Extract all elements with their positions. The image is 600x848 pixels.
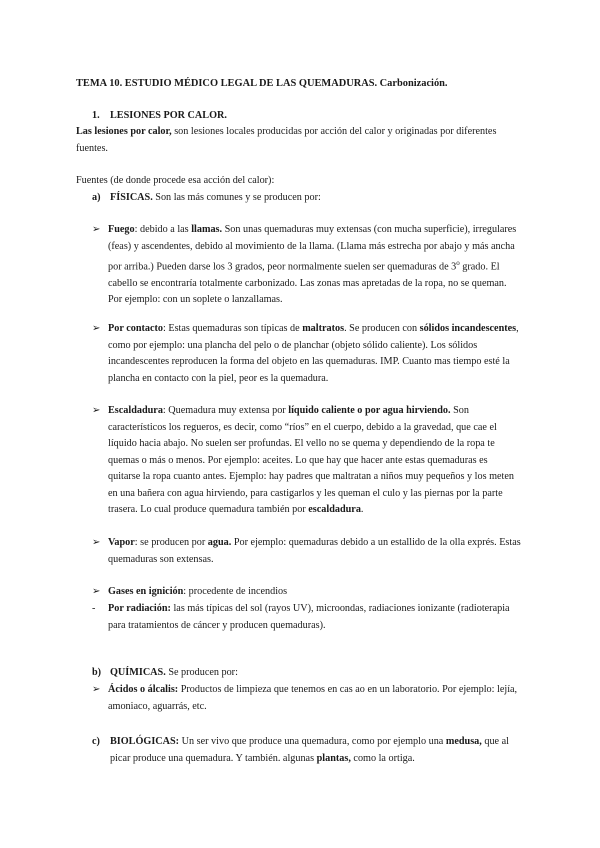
list-item-text [108,535,522,568]
intro-bold: Las lesiones por calor, [76,126,172,137]
text-run: Son característicos los regueros, es decir, como “ríos” en el cuerpo, debido a la gravedad, que cae el líquido hacia abajo. No suelen ser profundas. El vello no se quema y dependiendo de la ropa te quemas o más o menos. Por ejemplo: aceites. Lo que hay que hacer ante estas quemaduras es quitarse la ropa cuanto antes. Ejemplo: hay padres que maltratan a niños muy pequeños y los meten en una bañera con agua hirviendo, para castigarlos y les queman el culo y las piernas por la parte trasera. Lo cual produce quemadura también por [108,405,514,515]
list-item-text [108,601,522,634]
term-bold: Escaldadura [108,405,163,416]
arrow-bullet-icon: ➢ [92,224,101,235]
term-bold: agua. [207,537,232,548]
text-run: como la ortiga. [350,752,415,764]
text-run: . [360,504,364,515]
term-bold: líquido caliente o por agua hirviendo. [288,405,451,416]
text-run: las más típicas del sol (rayos UV), microondas, radiaciones ionizante (radioterapia para tratamientos de cáncer y producen quemaduras). [108,603,510,631]
term-bold: Por contacto [108,323,163,334]
subsection-text: Son las más comunes y se producen por: [152,192,321,203]
text-run: grado. El cabello se encontraría totalmente carbonizado. Las zonas mas apretadas de la ropa, no se queman. Por ejemplo: con un soplete o lanzallamas. [108,261,507,306]
subsection-quimicas [92,665,522,682]
list-item-text [108,584,522,601]
term-bold: llamas. [191,224,223,235]
arrow-bullet-icon: ➢ [92,586,101,597]
term-bold: Fuego [108,224,135,235]
subsection-letter: a) [92,192,101,203]
intro-text: son lesiones locales producidas por acción del calor y originadas por diferentes fuentes. [76,126,497,154]
subsection-letter: b) [92,667,102,678]
term-bold: Vapor [108,537,135,548]
arrow-bullet-icon: ➢ [92,323,101,334]
list-item-text [108,682,522,715]
list-item-contacto [92,321,522,387]
term-bold: plantas, [316,752,351,764]
subsection-fisicas [92,190,522,207]
list-item-text [108,321,522,387]
text-run: : debido a las [134,224,192,235]
superscript: o [456,259,460,267]
section-title: LESIONES POR CALOR. [110,110,227,121]
term-bold: Por radiación: [108,603,171,614]
text-run: Un ser vivo que produce una quemadura, como por ejemplo una [179,736,446,747]
subsection-text [110,734,522,767]
arrow-bullet-icon: ➢ [92,537,101,548]
list-item-radiacion [92,601,522,634]
section-heading [92,108,542,125]
arrow-bullet-icon: ➢ [92,405,101,416]
dash-bullet-icon: - [92,603,96,614]
term-bold: maltratos [302,323,345,334]
arrow-bullet-icon: ➢ [92,684,101,695]
term-bold: medusa, [445,736,482,747]
section-number: 1. [92,110,100,121]
term-bold: sólidos incandescentes [419,323,517,334]
intro-paragraph [76,124,526,157]
list-item-fuego [92,222,522,309]
text-run: . Se producen con [344,323,420,334]
subsection-label: FÍSICAS. [110,192,153,203]
text-run: Por ejemplo: quemaduras debido a un estallido de la olla exprés. Estas quemaduras son extensas. [108,537,521,565]
text-run: Son unas quemaduras muy extensas (con mucha superficie), irregulares (feas) y ascendentes, debido al movimiento de la llama. (Llama más estrecha por abajo y más ancha por arriba.) Pueden darse los 3 grados, peor normalmente suelen ser quemaduras de 3 [108,224,517,273]
text-run: : Estas quemaduras son típicas de [162,323,303,334]
subsection-biologicas [92,734,522,767]
list-item-text [108,222,522,309]
text-run: , como por ejemplo: una plancha del pelo o de planchar (objeto sólido caliente). Los sólidos incandescentes reproducen la forma del objeto en las quemaduras. IMP. Cuanto mas tiempo esté la plancha en contacto con la piel, peor es la quemadura. [108,323,519,384]
subsection-label: BIOLÓGICAS: [110,736,180,747]
subsection-letter: c) [92,736,100,747]
text-run: que al picar produce una quemadura. Y también. algunas [110,736,509,764]
text-run: Productos de limpieza que tenemos en cas ao en un laboratorio. Por ejemplo: lejía, amoniaco, aguarrás, etc. [108,684,518,712]
subsection-label: QUÍMICAS. [110,667,166,678]
text-run: : Quemadura muy extensa por [162,405,289,416]
list-item-gases [92,584,522,601]
list-item-escaldadura [92,403,522,519]
document-title: TEMA 10. ESTUDIO MÉDICO LEGAL DE LAS QUEMADURAS. Carbonización. [76,78,448,89]
list-item-text [108,403,522,519]
text-run: : procedente de incendios [183,586,288,597]
fuentes-label: Fuentes (de donde procede esa acción del calor): [76,175,275,186]
term-bold: escaldadura [308,504,361,515]
term-bold: Ácidos o álcalis: [108,684,179,695]
term-bold: Gases en ignición [108,586,184,597]
list-item-vapor [92,535,522,568]
text-run: : se producen por [134,537,208,548]
subsection-text: Se producen por: [165,667,238,678]
list-item-acidos [92,682,522,715]
